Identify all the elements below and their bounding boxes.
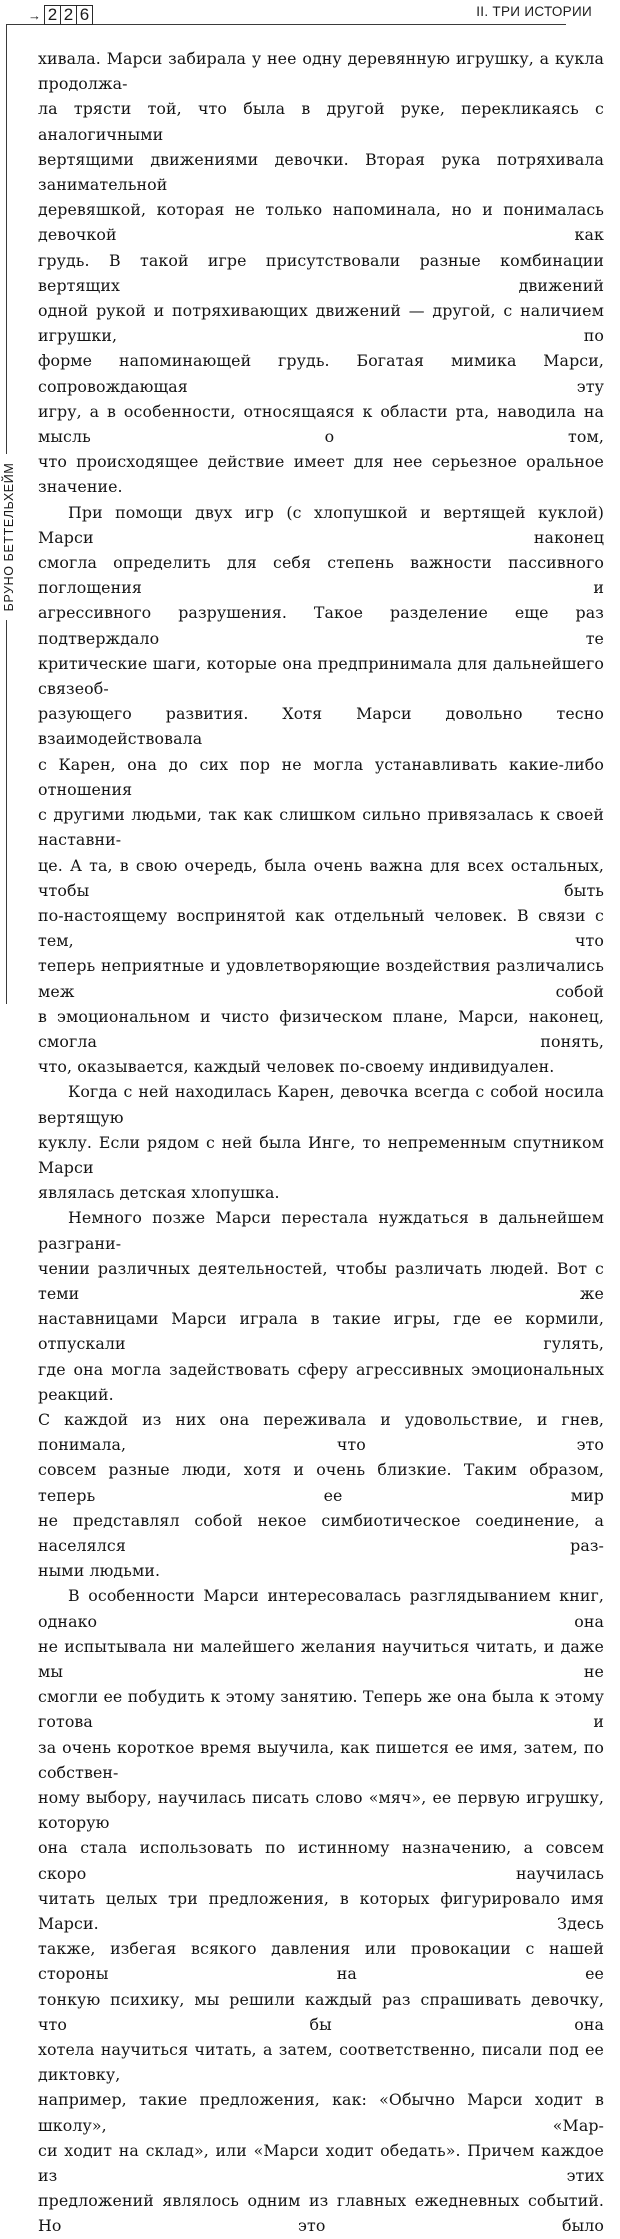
paragraph [38,500,604,1080]
page-number-digit: 6 [76,5,93,25]
text-line: что, оказывается, каждый человек по-своему индивидуален. [38,1057,555,1077]
text-line: Немного позже Марси перестала нуждаться в дальнейшем разграни- [38,1208,604,1253]
text-line: При помощи двух игр (с хлопушкой и вертящей куклой) Марси наконец [38,502,604,547]
text-line: разующего развития. Хотя Марси довольно тесно взаимодействовала [38,704,604,749]
page-header [0,0,620,30]
text-line: си ходит на склад», или «Марси ходит обедать». Причем каждое из этих [38,2140,604,2186]
paragraph [38,1583,604,2238]
side-rule [6,620,7,1004]
text-line: хотела научиться читать, а затем, соответственно, писали под ее диктовку, [38,2040,604,2085]
text-line: тонкую психику, мы решили каждый раз спрашивать девочку, что бы она [38,1989,604,2034]
text-line: Когда с ней находилась Карен, девочка всегда с собой носила вертящую [38,1082,604,1127]
text-line: где она могла задействовать сферу агрессивных эмоциональных реакций. [38,1359,604,1404]
text-line: игру, а в особенности, относящаяся к области рта, наводила на мысль о том, [38,401,604,447]
text-line: ными людьми. [38,1561,161,1581]
text-line: форме напоминающей грудь. Богатая мимика Марси, сопровождающая эту [38,351,604,396]
text-line: деревяшкой, которая не только напоминала, но и понималась девочкой как [38,200,604,245]
text-line: це. А та, в свою очередь, была очень важна для всех остальных, чтобы быть [38,855,604,900]
paragraph [38,1079,604,1205]
page-number [28,4,92,26]
text-line: читать целых три предложения, в которых фигурировало имя Марси. Здесь [38,1888,604,1934]
text-line: смогли ее побудить к этому занятию. Теперь же она была к этому готова и [38,1687,604,1732]
text-line: грудь. В такой игре присутствовали разные комбинации вертящих движений [38,250,604,295]
side-rule [6,24,7,454]
text-line: также, избегая всякого давления или провокации с нашей стороны на ее [38,1939,604,1984]
text-line: С каждой из них она переживала и удовольствие, и гнев, понимала, что это [38,1409,604,1455]
running-title: II. ТРИ ИСТОРИИ [470,4,592,19]
page-number-digit: 2 [44,5,61,25]
text-line: предложений являлось одним из главных ежедневных событий. Но это было [38,2191,604,2236]
text-line: агрессивного разрушения. Такое разделение еще раз подтверждало те [38,603,604,648]
text-line: ному выбору, научилась писать слово «мяч», ее первую игрушку, которую [38,1788,604,1833]
text-line: с Карен, она до сих пор не могла устанавливать какие-либо отношения [38,754,604,799]
text-line: хивала. Марси забирала у нее одну деревянную игрушку, а кукла продолжа- [38,49,604,94]
paragraph [38,46,604,500]
text-line: вертящими движениями девочки. Вторая рука потряхивала занимательной [38,149,604,195]
text-line: она стала использовать по истинному назначению, а совсем скоро научилась [38,1838,604,1883]
text-line: одной рукой и потряхивающих движений — другой, с наличием игрушки, по [38,301,604,346]
text-line: не испытывала ни малейшего желания научиться читать, и даже мы не [38,1636,604,1681]
text-line: не представлял собой некое симбиотическое соединение, а населялся раз- [38,1510,604,1555]
text-line: что происходящее действие имеет для нее серьезное оральное значение. [38,452,604,497]
text-line: наставницами Марси играла в такие игры, где ее кормили, отпускали гулять, [38,1309,604,1354]
page-number-digit: 2 [60,5,77,25]
text-line: в эмоциональном и чисто физическом плане, Марси, наконец, смогла понять, [38,1006,604,1051]
text-line: за очень короткое время выучила, как пишется ее имя, затем, по собствен- [38,1737,604,1782]
paragraph [38,1205,604,1583]
page-arrow-icon: → [28,7,41,23]
text-line: критические шаги, которые она предпринимала для дальнейшего связеоб- [38,653,604,699]
text-line: например, такие предложения, как: «Обычно Марси ходит в школу», «Мар- [38,2090,604,2135]
text-line: по-настоящему воспринятой как отдельный человек. В связи с тем, что [38,905,604,951]
text-line: с другими людьми, так как слишком сильно привязалась к своей наставни- [38,805,604,850]
text-line: смогла определить для себя степень важности пассивного поглощения и [38,553,604,598]
text-line: В особенности Марси интересовалась разглядыванием книг, однако она [38,1586,604,1631]
body-text [38,46,604,2239]
text-line: ла трясти той, что была в другой руке, перекликаясь с аналогичными [38,99,604,144]
text-line: являлась детская хлопушка. [38,1183,280,1203]
text-line: чении различных деятельностей, чтобы различать людей. Вот с теми же [38,1258,604,1303]
text-line: теперь неприятные и удовлетворяющие воздействия различались меж собой [38,956,604,1001]
side-author-label: БРУНО БЕТТЕЛЬХЕЙМ [2,462,16,612]
text-line: совсем разные люди, хотя и очень близкие. Таким образом, теперь ее мир [38,1460,604,1505]
text-line: куклу. Если рядом с ней была Инге, то непременным спутником Марси [38,1132,604,1177]
